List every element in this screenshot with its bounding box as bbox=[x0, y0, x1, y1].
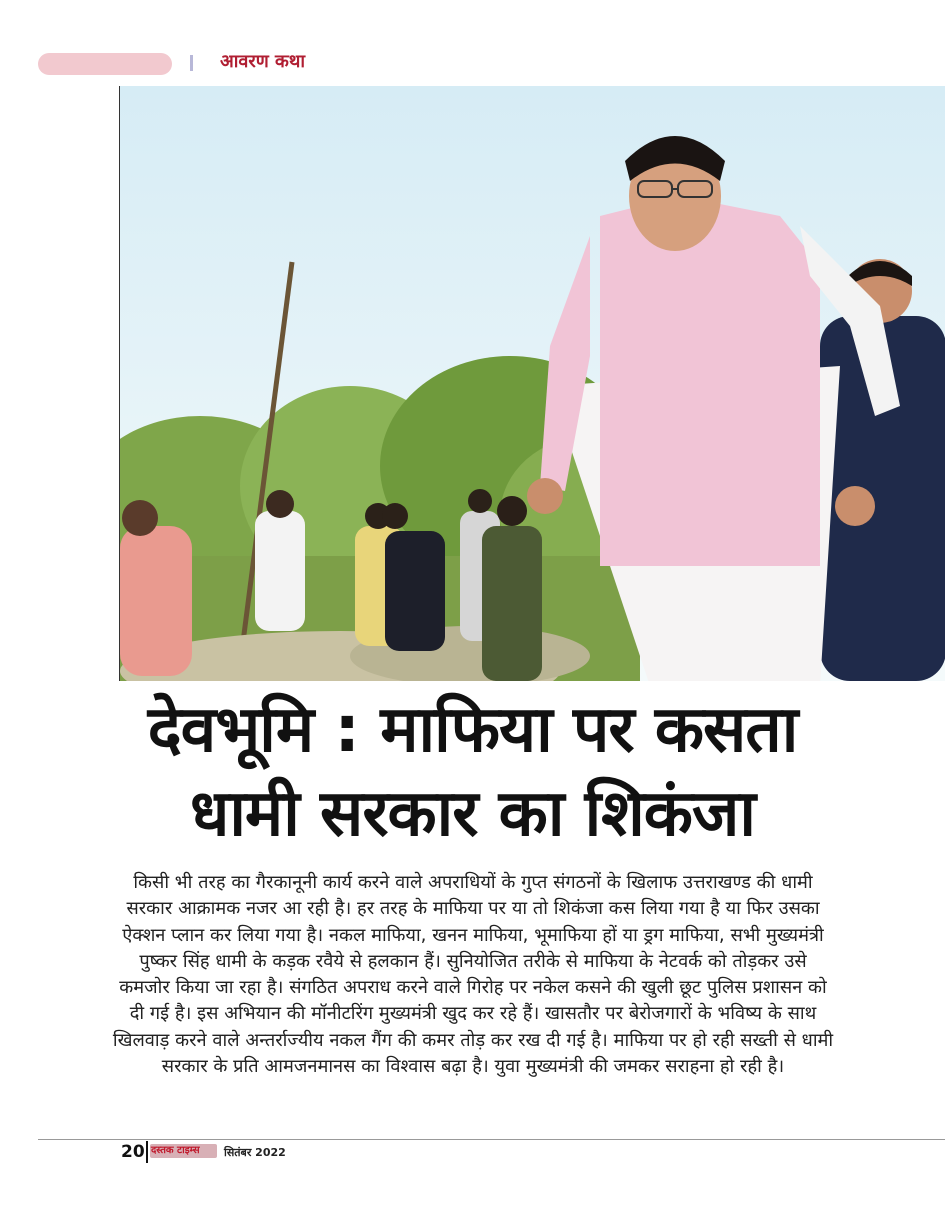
headline bbox=[60, 688, 885, 856]
magazine-name: दस्तक टाइम्स bbox=[151, 1145, 200, 1156]
magazine-logo bbox=[151, 1144, 200, 1158]
article-photo bbox=[119, 86, 945, 681]
headline-line-1: देवभूमि : माफिया पर कसता bbox=[147, 693, 798, 767]
header-pill-decoration bbox=[38, 53, 172, 75]
section-label: आवरण कथा bbox=[220, 51, 306, 72]
headline-line-2: धामी सरकार का शिकंजा bbox=[189, 777, 755, 851]
footer-divider bbox=[146, 1141, 148, 1163]
issue-date: सितंबर 2022 bbox=[224, 1146, 286, 1159]
page-number: 20 bbox=[121, 1142, 145, 1162]
header-divider bbox=[190, 55, 193, 71]
chief-minister-site-visit-photo bbox=[120, 86, 945, 681]
article-lede: किसी भी तरह का गैरकानूनी कार्य करने वाले अपराधियों के गुप्त संगठनों के खिलाफ उत्तराखण्ड की धामी सरकार आक्रामक नजर आ रही है। हर तरह के माफिया पर या तो शिकंजा कस लिया गया है या फिर उसका ऐक्शन प्लान कर लिया गया है। नकल माफिया, खनन माफिया, भूमाफिया हों या ड्रग माफिया, सभी मुख्यमंत्री पुष्कर सिंह धामी के कड़क रवैये से हलकान हैं। सुनियोजित तरीके से माफिया के नेटवर्क को तोड़कर उसे कमजोर किया जा रहा है। संगठित अपराध करने वाले गिरोह पर नकेल कसने की खुली छूट पुलिस प्रशासन को दी गई है। इस अभियान की मॉनीटरिंग मुख्यमंत्री खुद कर रहे हैं। खासतौर पर बेरोजगारों के भविष्य के साथ खिलवाड़ करने वाले अन्तर्राज्यीय नकल गैंग की कमर तोड़ कर रख दी गई है। माफिया पर हो रही सख्ती से धामी सरकार के प्रति आमजनमानस का विश्वास बढ़ा है। युवा मुख्यमंत्री की जमकर सराहना हो रही है। bbox=[112, 872, 834, 1078]
footer-rule bbox=[38, 1139, 945, 1140]
